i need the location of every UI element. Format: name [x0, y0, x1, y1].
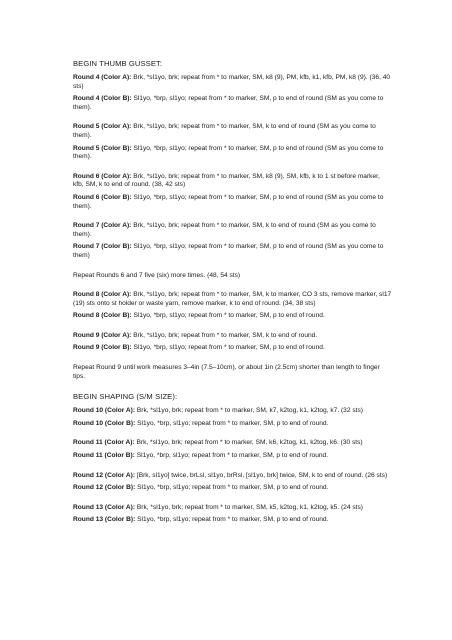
- instruction-text: Brk, *sl1yo, brk; repeat from * to marker, SM, k8 (9), PM, kfb, k1, kfb, PM, k8 (9). (36, 40 sts): [73, 74, 391, 90]
- instruction-text: Sl1yo, *brp, sl1yo; repeat from * to marker, SM, p to end of round.: [134, 452, 329, 460]
- instruction-paragraph: [73, 194, 392, 211]
- instruction-text: Sl1yo, *brp, sl1yo; repeat from * to marker, SM, p to end of round (SM as you come to them).: [73, 193, 384, 210]
- instruction-paragraph: [73, 439, 392, 448]
- round-label: Round 9 (Color A):: [73, 331, 132, 339]
- instruction-text: Repeat Round 9 until work measures 3–4in (7.5–10cm), or about 1in (2.5cm) shorter than length to finger tips.: [73, 364, 380, 380]
- instruction-text: Brk, *sl1yo, brk; repeat from * to marker, SM, k to end of round.: [131, 331, 318, 339]
- round-label: Round 9 (Color B):: [73, 344, 132, 352]
- round-label: Round 12 (Color A):: [73, 471, 136, 479]
- round-label: Round 6 (Color A):: [73, 172, 132, 180]
- instruction-text: Brk, *sl1yo, brk; repeat from * to marker, SM, k to end of round (SM as you come to them).: [73, 222, 376, 238]
- instruction-text: Sl1yo, *brp, sl1yo; repeat from * to marker, SM, p to end of round.: [135, 419, 329, 427]
- instruction-paragraph: [73, 420, 392, 429]
- instruction-text: Sl1yo, *brp, sl1yo; repeat from * to marker, SM, p to end of round.: [135, 484, 329, 492]
- instruction-text: Sl1yo, *brp, sl1yo; repeat from * to marker, SM, p to end of round.: [131, 344, 325, 352]
- instruction-paragraph: [73, 222, 392, 239]
- round-label: Round 13 (Color A):: [73, 503, 136, 511]
- instruction-paragraph: [73, 407, 392, 416]
- instruction-text: Brk, *sl1yo, brk; repeat from * to marker, SM, k7, k2tog, k1, k2tog, k7. (32 sts): [135, 407, 363, 415]
- instruction-paragraph: [73, 452, 392, 461]
- round-label: Round 11 (Color B):: [73, 452, 135, 460]
- round-label: Round 10 (Color B):: [73, 419, 136, 427]
- round-label: Round 5 (Color B):: [73, 144, 132, 152]
- instruction-text: Brk, *sl1yo, brk; repeat from * to marker, SM, k to marker, CO 3 sts, remove marker, sl17 (19) sts onto st holder or waste yarn, remove marker, k to end of round. (34, 38 sts): [73, 291, 392, 307]
- instruction-paragraph: [73, 123, 392, 140]
- round-label: Round 6 (Color B):: [73, 193, 132, 201]
- round-label: Round 13 (Color B):: [73, 516, 136, 524]
- instruction-text: Sl1yo, *brp, sl1yo; repeat from * to marker, SM, p to end of round (SM as you come to them).: [73, 95, 384, 111]
- round-label: Round 8 (Color B):: [73, 312, 132, 320]
- instruction-paragraph: [73, 291, 392, 308]
- instruction-paragraph: [73, 272, 392, 281]
- instruction-paragraph: [73, 516, 392, 525]
- instruction-paragraph: [73, 364, 392, 381]
- instruction-text: [Brk, sl1yo] twice, brLsl, sl1yo, brRsl, [sl1yo, brk] twice, SM, k to end of round. (26 sts): [135, 471, 388, 479]
- section-heading: BEGIN THUMB GUSSET:: [73, 59, 163, 68]
- instruction-text: Brk, *sl1yo, brk; repeat from * to marker, SM, k8 (9), SM, kfb, k to 1 st before marker, kfb, SM, k to end of round. (38, 42 sts): [73, 172, 380, 189]
- instruction-paragraph: [73, 472, 392, 481]
- round-label: Round 12 (Color B):: [73, 484, 136, 492]
- round-label: Round 4 (Color A):: [73, 74, 132, 81]
- instruction-paragraph: [73, 74, 392, 91]
- instruction-paragraph: [73, 95, 392, 112]
- round-label: Round 11 (Color A):: [73, 439, 135, 447]
- instruction-text: Sl1yo, *brp, sl1yo; repeat from * to marker, SM, p to end of round (SM as you come to them).: [73, 144, 384, 161]
- instruction-paragraph: [73, 332, 392, 341]
- round-label: Round 7 (Color A):: [73, 222, 132, 230]
- instruction-text: Sl1yo, *brp, sl1yo; repeat from * to marker, SM, p to end of round.: [131, 312, 325, 320]
- instruction-paragraph: [73, 243, 392, 260]
- instruction-text: Sl1yo, *brp, sl1yo; repeat from * to marker, SM, p to end of round.: [135, 516, 329, 524]
- instruction-paragraph: [73, 504, 392, 513]
- instruction-paragraph: [73, 312, 392, 321]
- instruction-text: Repeat Rounds 6 and 7 five (six) more times. (48, 54 sts): [73, 271, 241, 279]
- instruction-text: Brk, *sl1yo, brk; repeat from * to marker, SM, k5, k2tog, k1, k2tog, k5. (24 sts): [135, 503, 363, 511]
- section-heading: BEGIN SHAPING (S/M SIZE):: [73, 392, 178, 402]
- instruction-text: Sl1yo, *brp, sl1yo; repeat from * to marker, SM, p to end of round (SM as you come to them): [73, 243, 384, 259]
- instruction-paragraph: [73, 145, 392, 162]
- round-label: Round 5 (Color A):: [73, 123, 132, 131]
- instruction-paragraph: [73, 484, 392, 493]
- instruction-text: Brk, *sl1yo, brk; repeat from * to marker, SM, k to end of round (SM as you come to them).: [73, 123, 376, 139]
- round-label: Round 4 (Color B):: [73, 95, 132, 103]
- instruction-text: Brk, *sl1yo, brk; repeat from * to marker, SM, k6, k2tog, k1, k2tog, k6. (30 sts): [134, 439, 363, 447]
- round-label: Round 10 (Color A):: [73, 407, 136, 415]
- round-label: Round 8 (Color A):: [73, 291, 132, 299]
- instruction-paragraph: [73, 344, 392, 353]
- instruction-paragraph: [73, 173, 392, 190]
- round-label: Round 7 (Color B):: [73, 243, 132, 251]
